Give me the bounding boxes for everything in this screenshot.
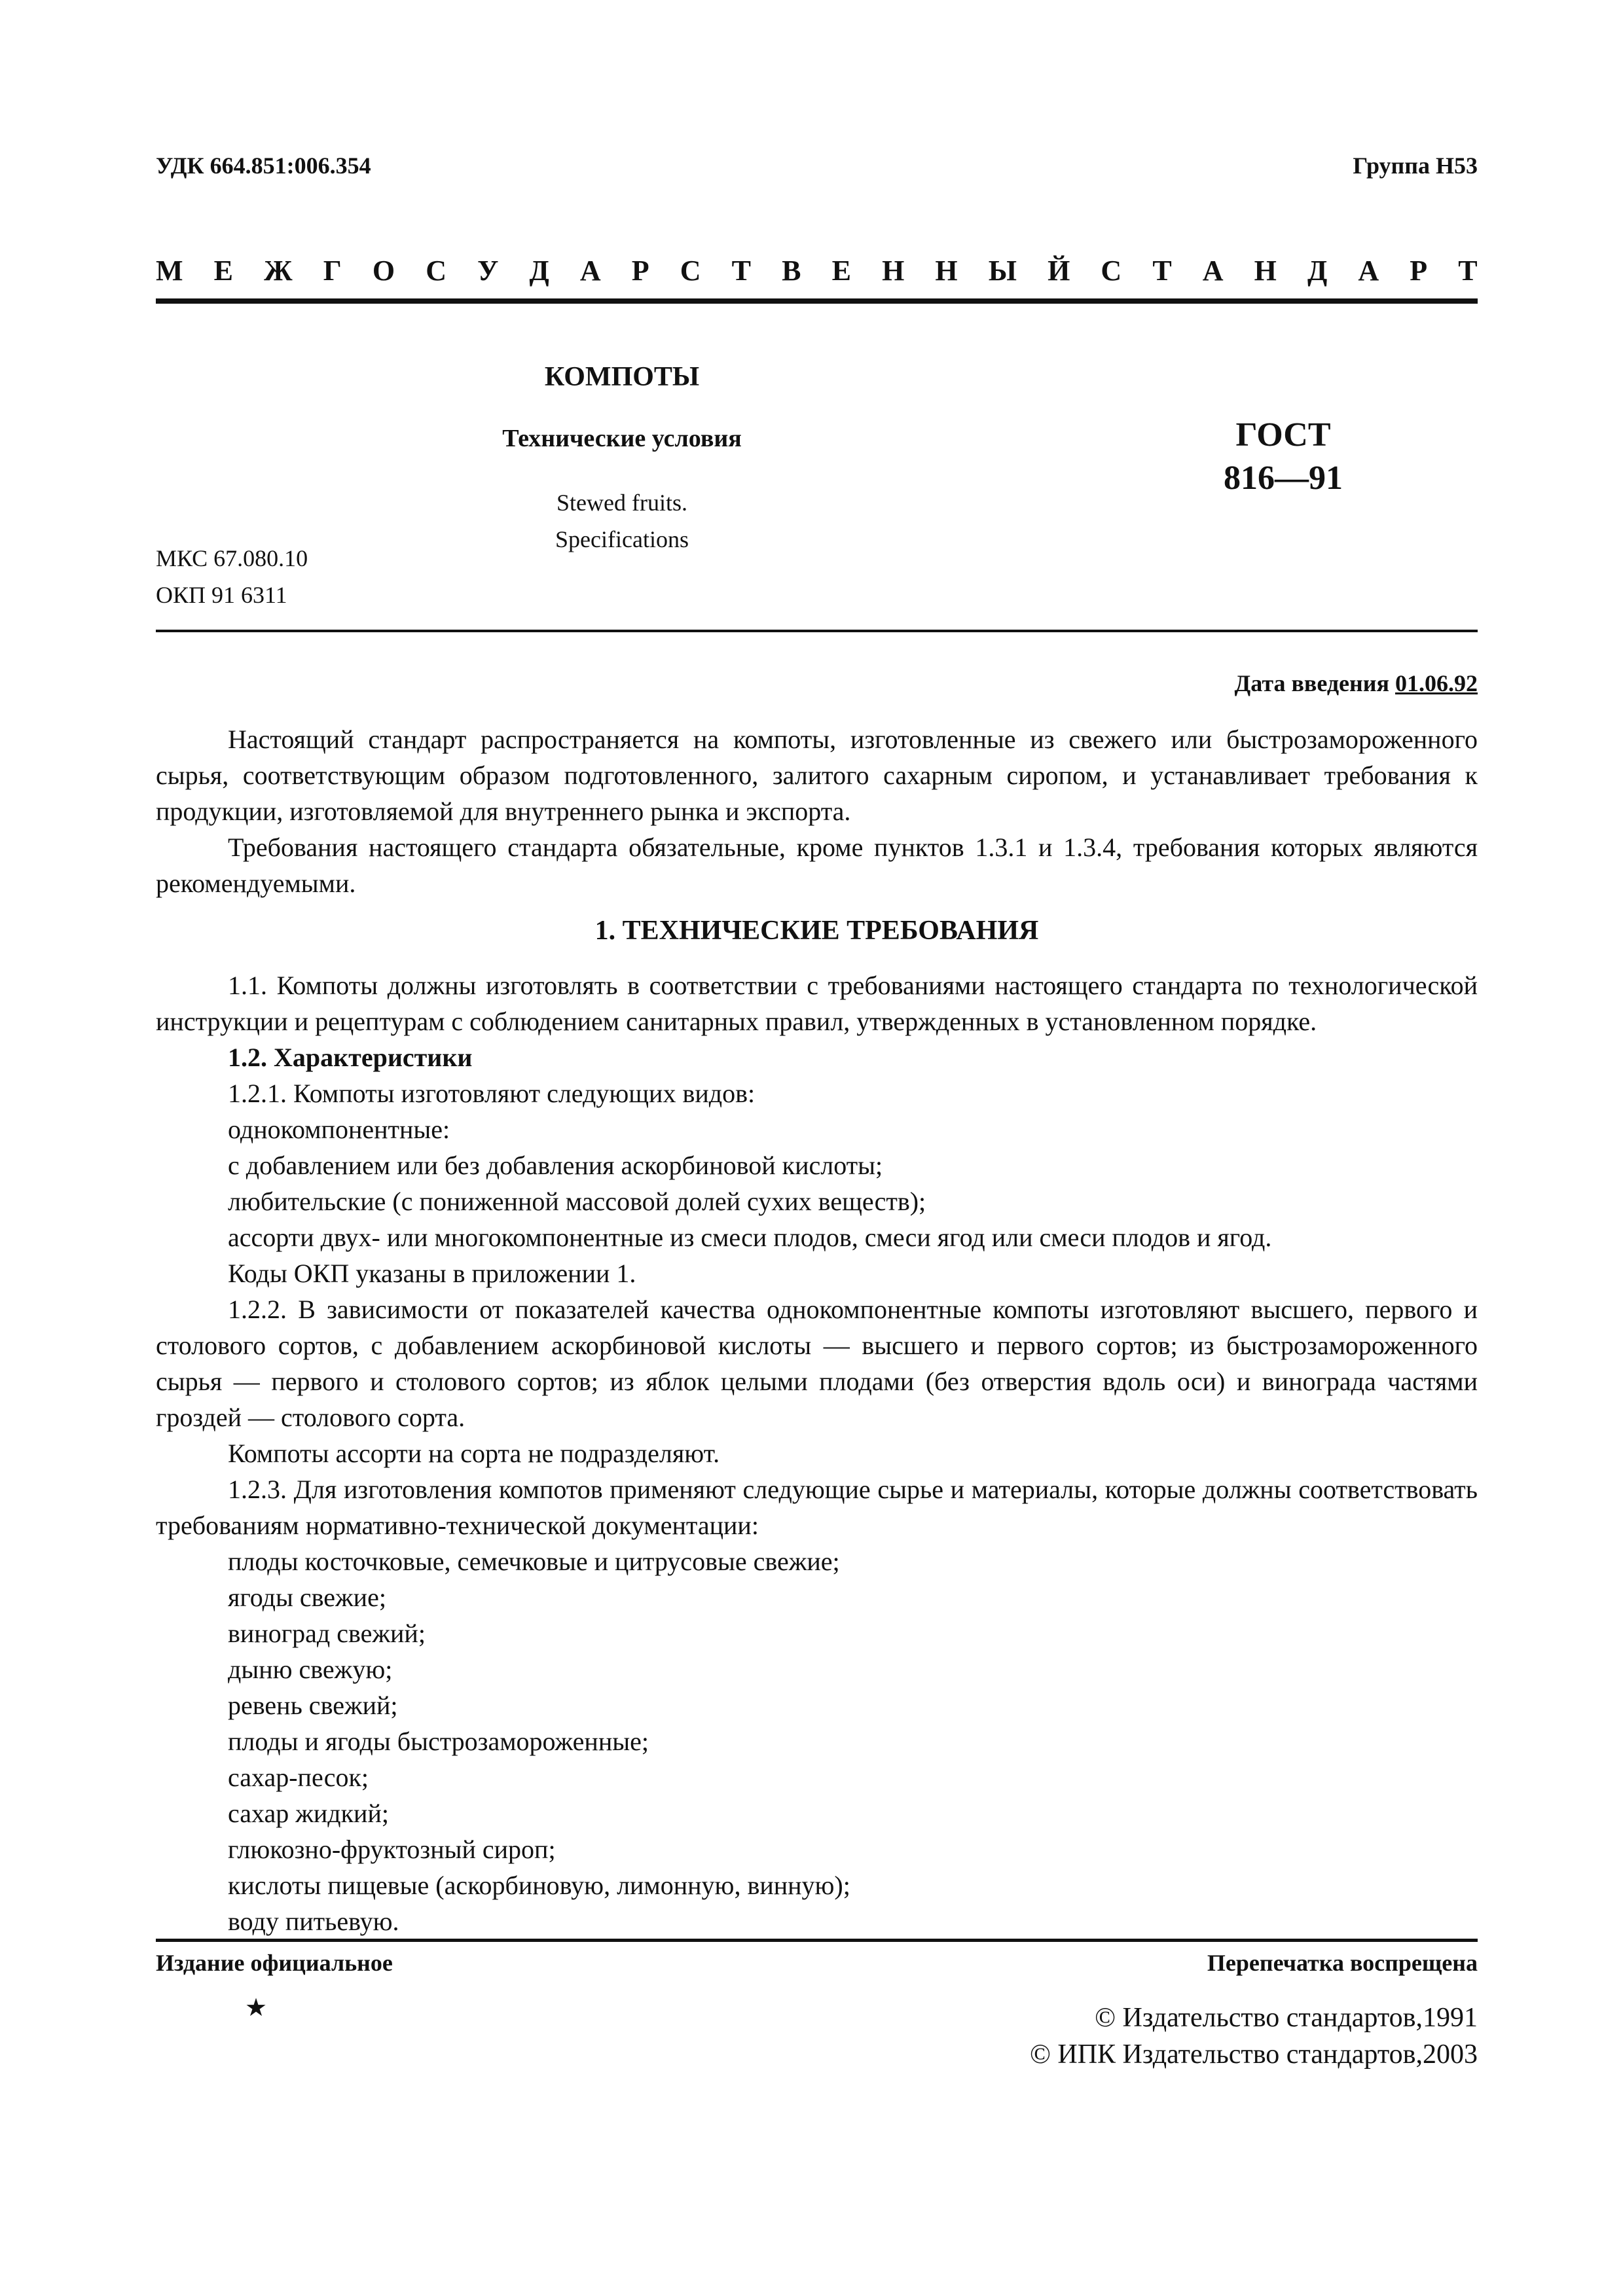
heading-letter: Ы — [988, 255, 1017, 287]
heading-letter: А — [1358, 255, 1379, 287]
copyright-block — [1030, 2000, 1478, 2073]
material-item: плоды и ягоды быстрозамороженные; — [228, 1727, 649, 1756]
document-subtitle: Технические условия — [502, 425, 742, 452]
material-item: глюкозно-фруктозный сироп; — [228, 1835, 556, 1864]
reprint-prohibited-label: Перепечатка воспрещена — [1207, 1950, 1478, 1976]
material-item: сахар-песок; — [228, 1763, 369, 1792]
udk-code: УДК 664.851:006.354 — [156, 152, 371, 179]
document-title: КОМПОТЫ — [544, 362, 700, 392]
english-title-line-2: Specifications — [555, 526, 689, 552]
heading-letter: Е — [831, 255, 851, 287]
list-line: однокомпонентные: — [228, 1115, 450, 1144]
introduction-date — [1235, 670, 1478, 697]
list-line: Коды ОКП указаны в приложении 1. — [228, 1259, 636, 1288]
heading-letter: С — [426, 255, 447, 287]
gost-code: 816—91 — [1224, 459, 1343, 497]
mks-code: МКС 67.080.10 — [156, 545, 308, 571]
intro-paragraph: Требования настоящего стандарта обязательные, кроме пунктов 1.3.1 и 1.3.4, требования которых являются рекомендуемыми. — [156, 833, 1478, 898]
heading-letter: Е — [213, 255, 233, 287]
title-divider — [156, 630, 1478, 632]
copyright-line-1: © Издательство стандартов,1991 — [1095, 2003, 1478, 2033]
intro-text — [156, 721, 1478, 901]
clause: Компоты ассорти на сорта не подразделяют. — [228, 1439, 720, 1468]
interstate-standard-heading — [156, 254, 1478, 287]
heading-letter: О — [372, 255, 395, 287]
clause-heading: 1.2. Характеристики — [228, 1043, 473, 1072]
heading-letter: Н — [1254, 255, 1277, 287]
heading-letter: А — [579, 255, 601, 287]
heading-letter: Т — [1152, 255, 1172, 287]
star-icon: ★ — [245, 1994, 268, 2022]
heading-letter: В — [782, 255, 801, 287]
heading-letter: А — [1202, 255, 1224, 287]
intro-paragraph: Настоящий стандарт распространяется на компоты, изготовленные из свежего или быстрозамороженного сырья, соответствующим образом подготовленного, залитого сахарным сиропом, и устанавливает требования к продукции, изготовляемой для внутреннего рынка и экспорта. — [156, 725, 1478, 826]
copyright-line-2: © ИПК Издательство стандартов,2003 — [1029, 2039, 1478, 2070]
heading-letter: Д — [529, 255, 549, 287]
section-heading: 1. ТЕХНИЧЕСКИЕ ТРЕБОВАНИЯ — [594, 916, 1039, 946]
material-item: ревень свежий; — [228, 1691, 398, 1720]
heading-letter: Т — [731, 255, 752, 287]
english-title-line-1: Stewed fruits. — [556, 490, 687, 516]
material-item: сахар жидкий; — [228, 1799, 389, 1828]
footer-divider — [156, 1939, 1478, 1942]
heading-letter: С — [680, 255, 701, 287]
heading-letter: Н — [882, 255, 905, 287]
heading-letter: Р — [1410, 255, 1428, 287]
material-item: виноград свежий; — [228, 1619, 426, 1648]
classification-codes — [156, 540, 308, 613]
header-divider — [156, 298, 1478, 304]
introduction-date-label: Дата введения — [1234, 670, 1389, 696]
clause: 1.1. Компоты должны изготовлять в соответствии с требованиями настоящего стандарта по технологической инструкции и рецептурам с соблюдением санитарных правил, утвержденных в установленном порядке. — [156, 971, 1478, 1036]
english-title — [426, 484, 818, 558]
gost-label: ГОСТ — [1235, 416, 1331, 454]
material-item: кислоты пищевые (аскорбиновую, лимонную, винную); — [228, 1871, 850, 1900]
heading-letter: С — [1101, 255, 1122, 287]
clause: 1.2.2. В зависимости от показателей качества однокомпонентные компоты изготовляют высшего, первого и столового сортов, с добавлением аскорбиновой кислоты — высшего и первого сортов; из быстрозамороженного сырья — первого и столового сортов; из яблок целыми плодами (без отверстия вдоль оси) и винограда частями гроздей — столового сорта. — [156, 1295, 1478, 1432]
clause: 1.2.1. Компоты изготовляют следующих видов: — [228, 1079, 756, 1108]
heading-letter: М — [156, 255, 183, 287]
heading-letter: Н — [935, 255, 958, 287]
list-line: любительские (с пониженной массовой долей сухих веществ); — [228, 1187, 926, 1216]
list-line: с добавлением или без добавления аскорбиновой кислоты; — [228, 1151, 883, 1180]
official-edition-label: Издание официальное — [156, 1950, 393, 1976]
group-code: Группа Н53 — [1353, 152, 1478, 179]
section-text — [156, 967, 1478, 1939]
heading-letter: Д — [1307, 255, 1328, 287]
introduction-date-value: 01.06.92 — [1395, 670, 1478, 696]
heading-letter: У — [477, 255, 499, 287]
okp-code: ОКП 91 6311 — [156, 582, 287, 608]
list-line: ассорти двух- или многокомпонентные из смеси плодов, смеси ягод или смеси плодов и ягод. — [228, 1223, 1272, 1252]
material-item: воду питьевую. — [228, 1907, 399, 1936]
heading-letter: Т — [1458, 255, 1478, 287]
heading-letter: Ж — [264, 255, 293, 287]
gost-number — [1178, 414, 1388, 500]
heading-letter: Г — [323, 255, 342, 287]
clause: 1.2.3. Для изготовления компотов применяют следующие сырье и материалы, которые должны соответствовать требованиям нормативно-технической документации: — [156, 1475, 1478, 1540]
heading-letter: Й — [1048, 255, 1070, 287]
material-item: дыню свежую; — [228, 1655, 393, 1684]
material-item: плоды косточковые, семечковые и цитрусовые свежие; — [228, 1547, 840, 1576]
heading-letter: Р — [631, 255, 649, 287]
material-item: ягоды свежие; — [228, 1583, 386, 1612]
